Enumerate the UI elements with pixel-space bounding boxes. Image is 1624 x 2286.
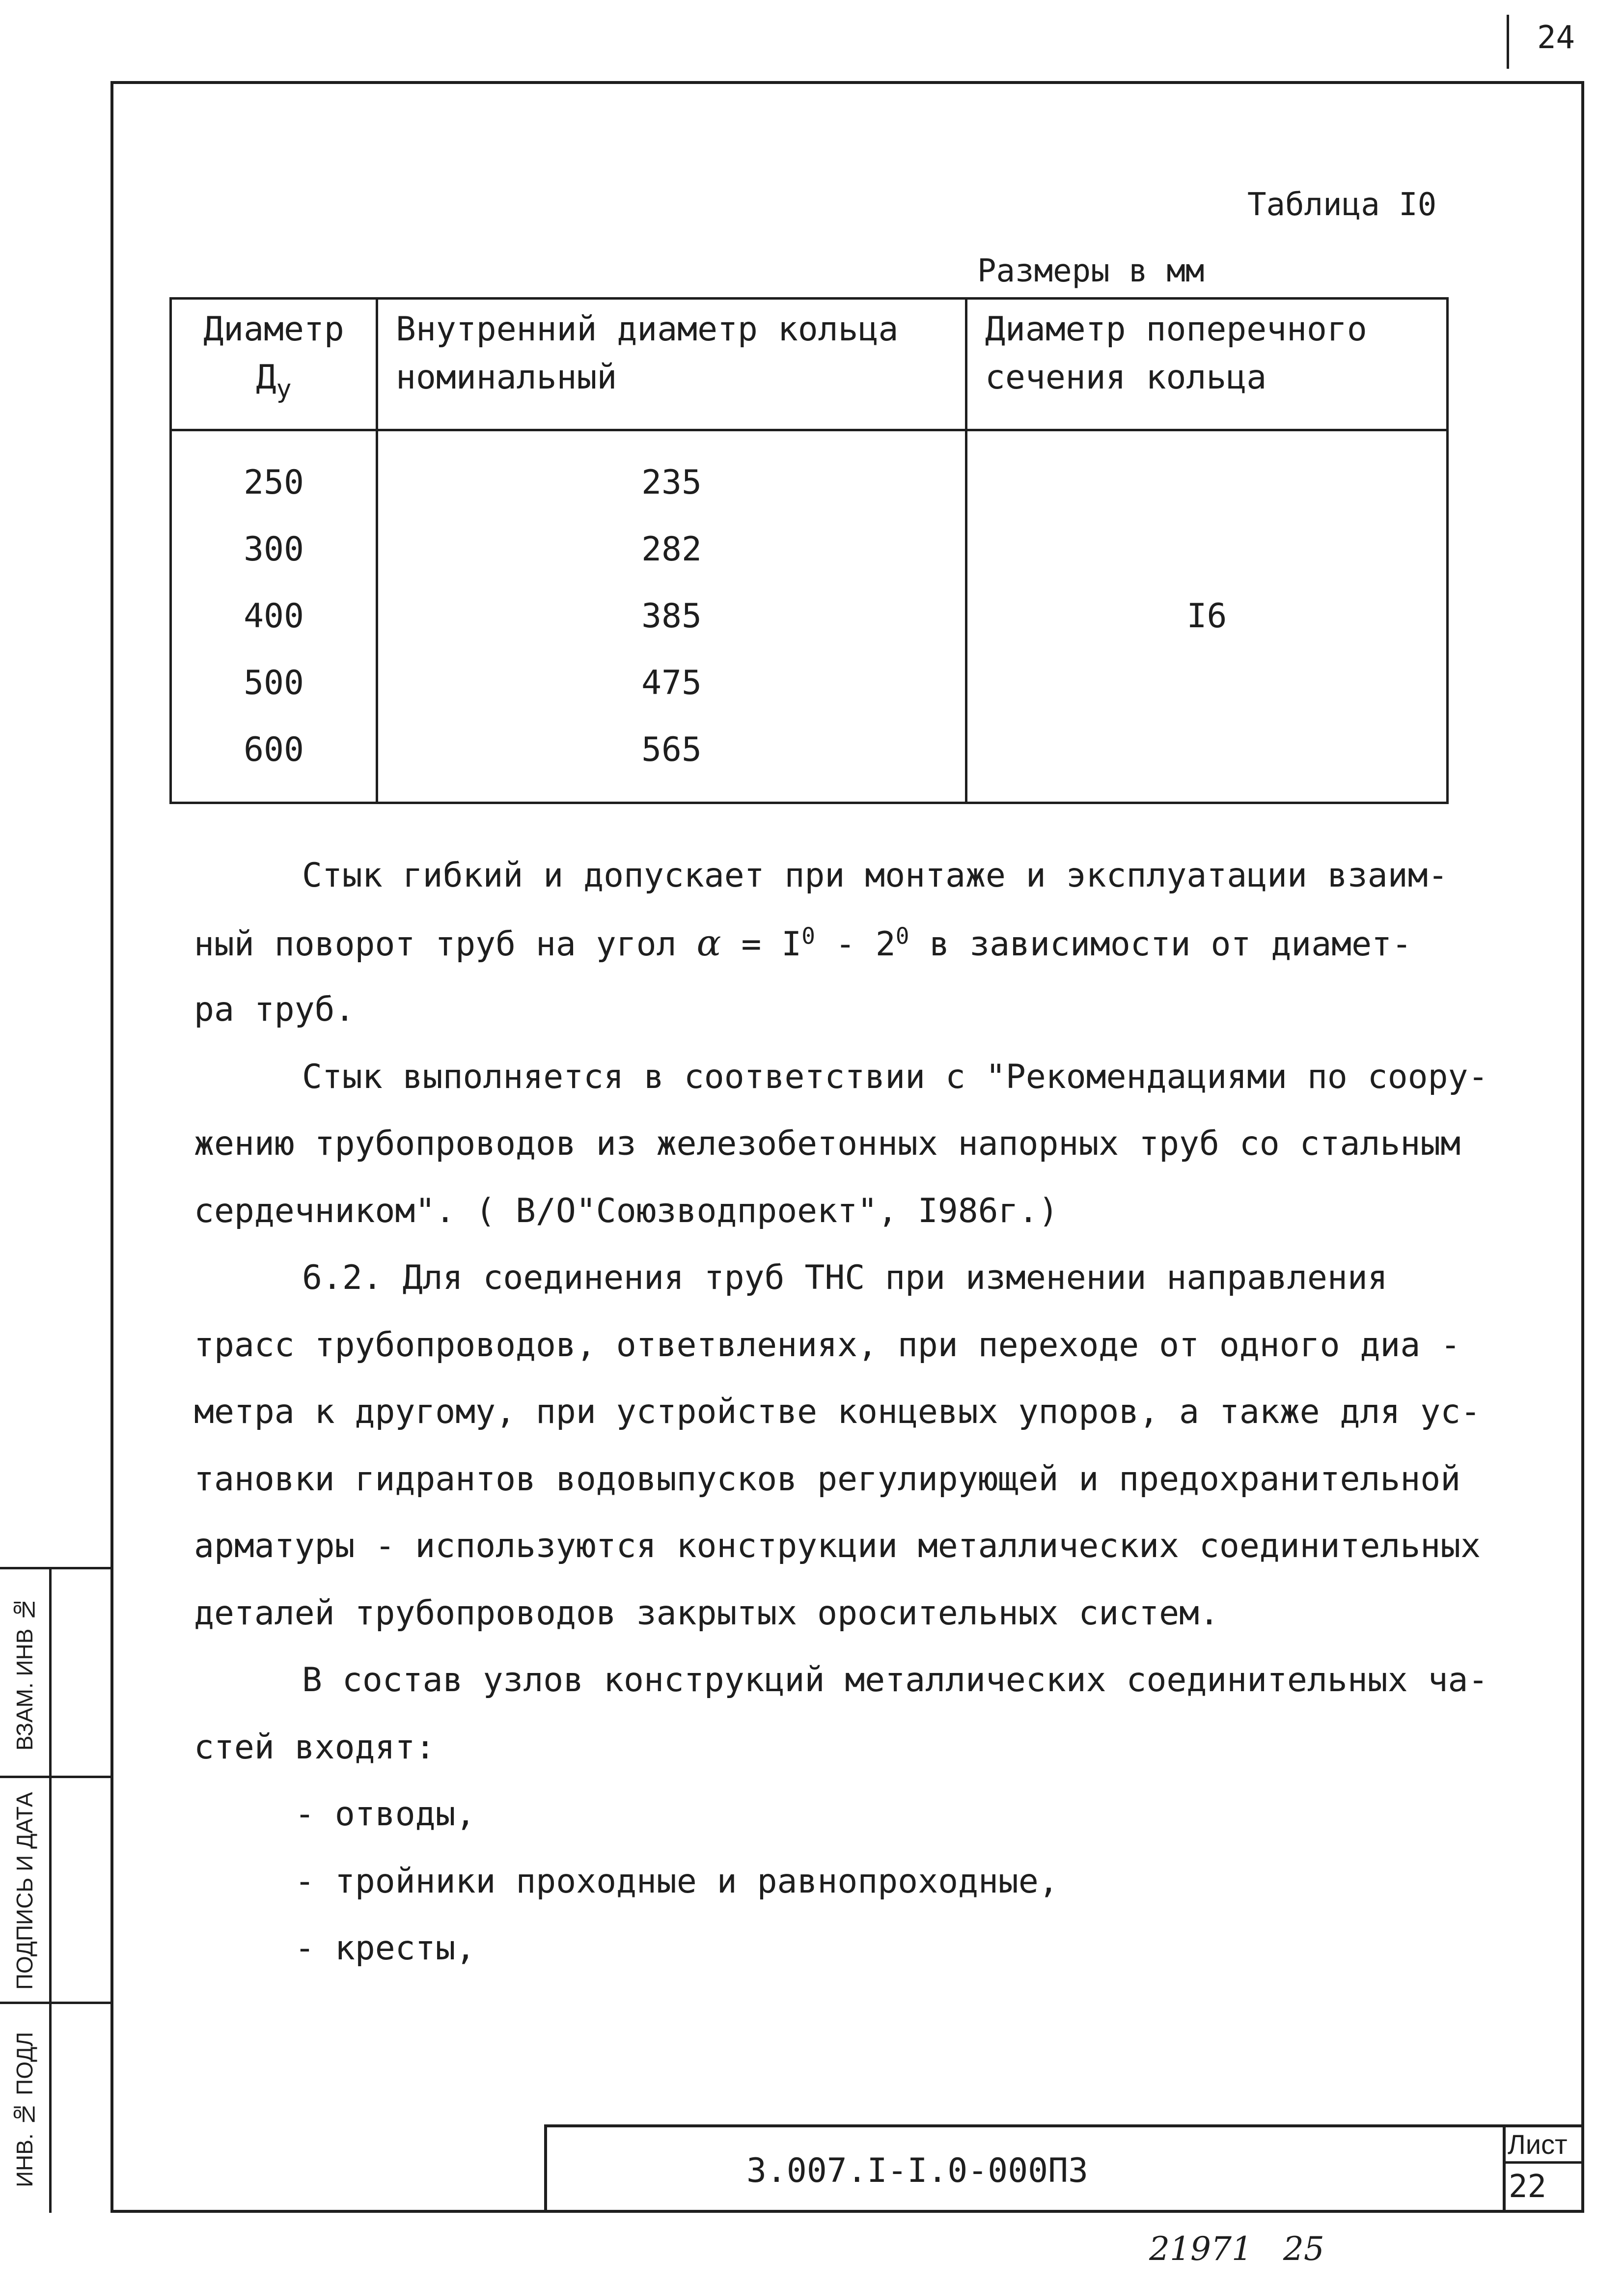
header-inner-diameter-line2: номинальный (396, 358, 617, 397)
stamp-cell-vzam-inv (0, 1567, 110, 1778)
table-cell-inner-diameter: 282 (641, 530, 702, 569)
paragraph-line: В состав узлов конструкций металлических соединительных ча- (302, 1661, 1488, 1700)
paragraph-line: тановки гидрантов водовыпусков регулирующей и предохранительной (194, 1459, 1461, 1499)
degree-mark: 0 (801, 922, 815, 949)
diameter-column (171, 430, 377, 803)
paragraph-line: жению трубопроводов из железобетонных напорных труб со стальным (194, 1124, 1461, 1163)
table-header-row (171, 299, 1448, 430)
paragraph-line: 6.2. Для соединения труб ТНС при изменении направления (302, 1258, 1388, 1297)
table-cell-diameter: 250 (244, 463, 304, 502)
paragraph-line: стей входят: (194, 1728, 436, 1767)
stamp-label-vzam-inv: ВЗАМ. ИНВ № (12, 1596, 37, 1751)
table-cell-diameter: 500 (244, 664, 304, 702)
header-cross-section-line2: сечения кольца (985, 358, 1267, 397)
list-item: - тройники проходные и равнопроходные, (295, 1862, 1059, 1901)
paragraph-line: арматуры - используются конструкции металлических соединительных (194, 1527, 1481, 1565)
header-diameter-symbol: $Д_у$ (256, 358, 292, 404)
handwritten-note: 21971 25 (1149, 2230, 1324, 2268)
table-cell-diameter: 600 (244, 730, 304, 769)
stamp-divider-line (49, 1567, 52, 2213)
page-number: 24 (1537, 20, 1575, 56)
table-cell-diameter: 400 (244, 597, 304, 636)
table-caption: Таблица I0 (1247, 187, 1437, 223)
frame-top-line (110, 81, 1584, 84)
header-diameter (171, 299, 377, 430)
table-units: Размеры в мм (977, 253, 1205, 289)
paragraph-line: ра труб. (194, 990, 355, 1029)
paragraph-line: метра к другому, при устройстве концевых упоров, а также для ус- (194, 1393, 1481, 1431)
margin-stamp (0, 1567, 110, 2213)
paragraph-line: трасс трубопроводов, ответвлениях, при переходе от одного диа - (194, 1325, 1461, 1365)
table-cell-inner-diameter: 565 (641, 730, 702, 769)
list-item: - кресты, (295, 1929, 476, 1968)
stamp-cell-signature-date (0, 1776, 110, 2004)
header-inner-diameter-line1: Внутренний диаметр кольца (396, 310, 899, 349)
title-block-right-line (1503, 2124, 1506, 2213)
frame-right-line (1581, 81, 1584, 2213)
paragraph-line-formula: ный поворот труб на угол $\alpha = I^0 - 2^0$ в зависимости от диамет- (194, 921, 1412, 964)
cross-section-column (966, 430, 1448, 803)
table-body-row (171, 430, 1448, 803)
table-cell-diameter: 300 (244, 530, 304, 569)
title-block-sheet-divider (1503, 2161, 1584, 2164)
table-cell-inner-diameter: 235 (641, 463, 702, 502)
table-cell-cross-section: I6 (1186, 597, 1227, 636)
stamp-label-inv-orig: ИНВ. № ПОДЛ (12, 2032, 37, 2188)
document-designation: 3.007.I-I.0-000ПЗ (746, 2151, 1088, 2190)
list-item: - отводы, (295, 1795, 476, 1834)
body-text (194, 842, 1520, 1982)
paragraph-line: Стык гибкий и допускает при монтаже и эксплуатации взаим- (302, 856, 1448, 895)
inner-diameter-column (377, 430, 966, 803)
header-cross-section-line1: Диаметр поперечного (985, 310, 1367, 349)
sheet-number: 22 (1509, 2169, 1547, 2205)
table-cell-inner-diameter: 475 (641, 664, 702, 702)
header-cross-section (966, 299, 1448, 430)
sheet-label: Лист (1508, 2129, 1568, 2160)
page-number-divider (1507, 15, 1509, 69)
header-diameter-label: Диаметр (203, 310, 344, 349)
header-inner-diameter (377, 299, 966, 430)
stamp-label-signature-date: ПОДПИСЬ И ДАТА (12, 1792, 37, 1990)
paragraph-line: деталей трубопроводов закрытых оросительных систем. (194, 1593, 1219, 1633)
dimensions-table (169, 297, 1449, 804)
frame-bottom-line (110, 2210, 1584, 2213)
alpha-symbol: α (696, 921, 721, 964)
frame-left-line (110, 81, 113, 2213)
title-block-left-line (544, 2124, 547, 2213)
table-cell-inner-diameter: 385 (641, 597, 702, 636)
degree-mark: 0 (895, 922, 909, 949)
title-block-top-line (544, 2124, 1584, 2127)
paragraph-line: Стык выполняется в соответствии с "Рекомендациями по соору- (302, 1057, 1488, 1096)
stamp-cell-inv-orig (0, 2002, 110, 2215)
paragraph-line: сердечником". ( В/О"Союзводпроект", I986г.) (194, 1191, 1059, 1230)
